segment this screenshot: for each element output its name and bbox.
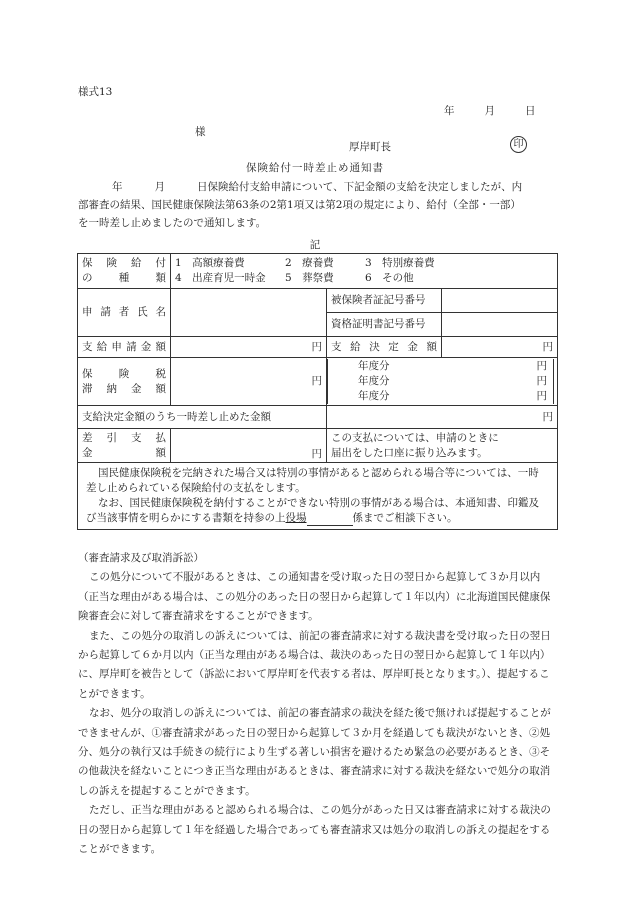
row-benefit-type: [78, 254, 558, 289]
benefit-type-label: 保険給付 の種類: [78, 254, 171, 289]
intro-line-1: 日保険給付支給申請について、下記金額の支給を決定しましたが、内: [197, 181, 523, 193]
ki-marker: 記: [309, 239, 321, 251]
fiscal-year-row: 年度分 円: [358, 390, 547, 402]
intro-line-2: 部審査の結果、国民健康保険法第63条の2第1項又は第2項の規定により、給付（全部・一部）: [78, 199, 521, 211]
benefit-table: [77, 253, 558, 530]
section-blank: [307, 513, 353, 526]
row-withheld: [78, 406, 558, 429]
benefit-option: 1 高額療養費: [175, 257, 245, 269]
applied-amount-label: 支給申請金額: [78, 337, 171, 358]
benefit-option: 6 その他: [365, 272, 414, 284]
insured-card-value: [442, 289, 558, 313]
issue-date: [444, 103, 536, 118]
date-day: 日: [525, 105, 536, 117]
notes: [78, 463, 558, 530]
applicant-name-value: [171, 289, 327, 337]
row-tax: [78, 358, 558, 406]
fiscal-year-row: 年度分 円: [358, 360, 547, 372]
tax-arrears-breakdown: [327, 358, 558, 406]
insured-card-label: 被保険者証記号番号: [327, 289, 442, 313]
benefit-option: 2 療養費: [285, 257, 334, 269]
row-notes: [78, 463, 558, 530]
decided-amount-label: 支給決定金額: [327, 337, 442, 358]
withheld-amount-label: 支給決定金額のうち一時差し止めた金額: [78, 406, 327, 429]
date-month: 月: [484, 105, 495, 117]
row-applicant: [78, 289, 558, 313]
intro-month: 月: [154, 181, 165, 193]
appeal-section: [78, 549, 556, 860]
intro-text: [78, 178, 552, 232]
appeal-paragraph-3: なお、処分の取消しの訴えについては、前記の審査請求の裁決を経た後で無ければ提起することができませんが、①審査請求があった日の翌日から起算して３か月を経過しても裁決がないとき、②処分、処分の執行又は手続きの続行により生ずる著しい損害を避けるため緊急の必要があるとき、③その他裁決を経ないことにつき正当な理由があるときは、審査請求に対する裁決を経ないで処分の取消しの訴えを提起することができます。: [78, 707, 551, 797]
intro-year: 年: [112, 181, 123, 193]
form-number: 様式13: [78, 86, 113, 98]
date-year: 年: [444, 105, 455, 117]
decided-amount-yen: 円: [442, 337, 558, 358]
issuer: 厚岸町長: [349, 141, 391, 153]
net-payment-label: 差引支払 金額: [78, 429, 171, 463]
benefit-option: 4 出産育児一時金: [175, 272, 266, 284]
addressee: 様: [195, 126, 206, 138]
row-amounts: [78, 337, 558, 358]
document-title: 保険給付一時差止め通知書: [246, 162, 384, 174]
qualification-card-label: 資格証明書記号番号: [327, 313, 442, 337]
qualification-card-value: [442, 313, 558, 337]
intro-line-3: を一時差し止めましたので通知します。: [78, 217, 267, 229]
benefit-option: 5 葬祭費: [285, 272, 334, 284]
payment-note: この支払については、申請のときに 届出をした口座に振り込みます。: [327, 429, 558, 463]
notes-paragraph-1: 国民健康保険税を完納された場合又は特別の事情があると認められる場合等については、一時差し止められている保険給付の支払をします。: [86, 467, 539, 494]
appeal-paragraph-2: また、この処分の取消しの訴えについては、前記の審査請求に対する裁決書を受け取った日の翌日から起算して６か月以内（正当な理由がある場合は、裁決のあった日の翌日から起算して１年以内）に、厚岸町を被告として（訴訟において厚岸町を代表する者は、厚岸町長となります。）、提起することができます。: [78, 629, 551, 700]
row-net-payment: [78, 429, 558, 463]
tax-arrears-label: 保険税 滞納金額: [78, 358, 171, 406]
fiscal-year-row: 年度分 円: [358, 375, 547, 387]
appeal-heading: （審査請求及び取消訴訟）: [78, 552, 204, 564]
net-payment-yen: 円: [171, 429, 327, 463]
benefit-option: 3 特別療養費: [365, 257, 435, 269]
tax-arrears-yen: 円: [171, 358, 327, 406]
office-name: 役場: [285, 512, 307, 524]
appeal-paragraph-1: この処分について不服があるときは、この通知書を受け取った日の翌日から起算して３か月以内（正当な理由がある場合は、この処分のあった日の翌日から起算して１年以内）に北海道国民健康保険審査会に対して審査請求をすることができます。: [78, 571, 551, 623]
official-seal: 印: [510, 136, 527, 153]
applied-amount-yen: 円: [171, 337, 327, 358]
withheld-amount-yen: 円: [327, 406, 558, 429]
benefit-type-options: [171, 254, 558, 289]
notes-paragraph-2: なお、国民健康保険税を納付することができない特別の事情がある場合は、本通知書、印鑑及び当該事情を明らかにする書類を持参の上役場 係までご相談下さい。: [86, 497, 539, 524]
appeal-paragraph-4: ただし、正当な理由があると認められる場合は、この処分があった日又は審査請求に対する裁決の日の翌日から起算して１年を経過した場合であっても審査請求又は処分の取消しの訴えの提起をすることができます。: [78, 804, 551, 856]
applicant-name-label: 申請者氏名: [78, 289, 171, 337]
